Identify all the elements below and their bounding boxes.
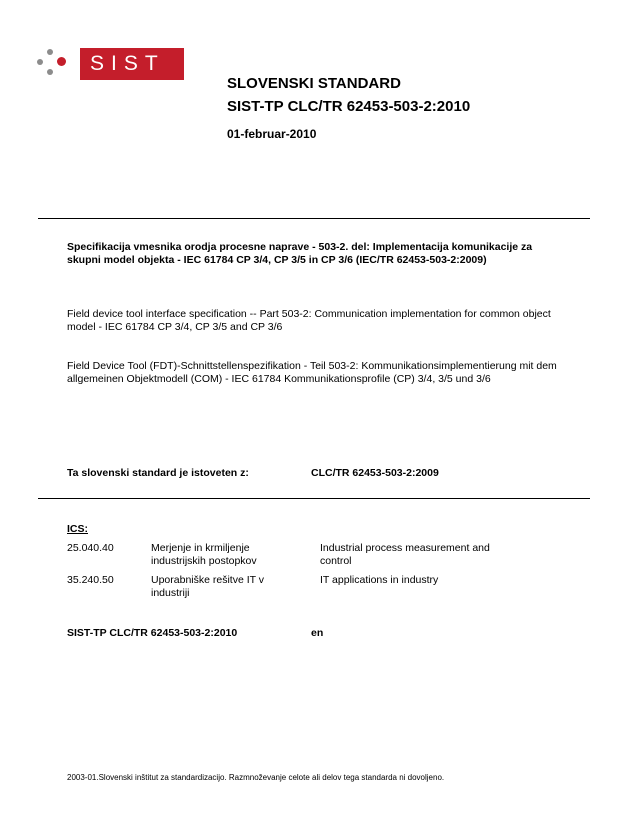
ics-code: 35.240.50 [67, 574, 114, 586]
logo-dot [47, 69, 53, 75]
logo-dot [47, 49, 53, 55]
ics-slovene: Merjenje in krmiljenje industrijskih postopkov [151, 542, 257, 567]
logo-dot-red [57, 57, 66, 66]
ics-label: ICS: [67, 523, 88, 535]
identity-value: CLC/TR 62453-503-2:2009 [311, 467, 439, 479]
ics-code: 25.040.40 [67, 542, 114, 554]
copyright-footer: 2003-01.Slovenski inštitut za standardizacijo. Razmnoževanje celote ali delov tega standarda ni dovoljeno. [67, 773, 445, 782]
logo-text: SIST [80, 48, 184, 80]
bottom-code: SIST-TP CLC/TR 62453-503-2:2010 [67, 627, 238, 639]
title-slovene: Specifikacija vmesnika orodja procesne naprave - 503-2. del: Implementacija komunikacije za skupni model objekta - IEC 61784 CP 3/4, CP 3/5 in CP 3/6 (IEC/TR 62453-503-2:2009) [67, 241, 533, 266]
ics-english: IT applications in industry [320, 574, 439, 586]
ics-slovene: Uporabniške rešitve IT v industriji [151, 574, 265, 599]
title-english: Field device tool interface specification -- Part 503-2: Communication implementation for common object model - IEC 61784 CP 3/4, CP 3/5 and CP 3/6 [67, 308, 551, 333]
divider-bottom [38, 498, 590, 499]
language-code: en [311, 627, 324, 639]
standard-type: SLOVENSKI STANDARD [227, 75, 401, 92]
identity-label: Ta slovenski standard je istoveten z: [67, 467, 249, 479]
logo-dot [37, 59, 43, 65]
logo-dots [36, 48, 80, 80]
ics-english: Industrial process measurement and control [320, 542, 490, 567]
title-german: Field Device Tool (FDT)-Schnittstellenspezifikation - Teil 503-2: Kommunikationsimplementierung mit dem allgemeinen Objektmodell (COM) - IEC 61784 Kommunikationsprofile (CP) 3/4, 3/5 und 3/6 [67, 360, 557, 385]
standard-date: 01-februar-2010 [227, 127, 317, 141]
standard-code: SIST-TP CLC/TR 62453-503-2:2010 [227, 98, 471, 115]
divider-top [38, 218, 590, 219]
